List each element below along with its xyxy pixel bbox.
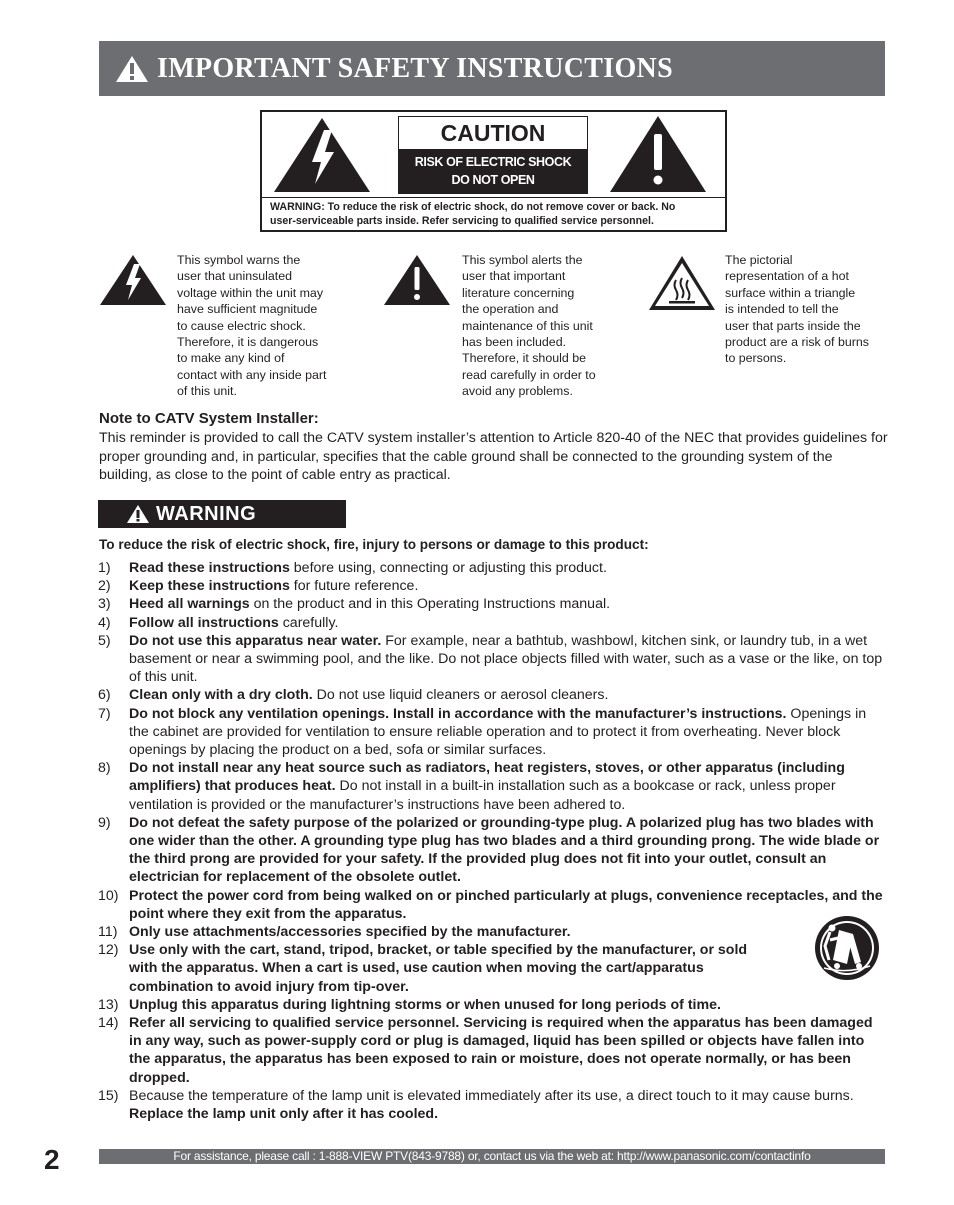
list-item: 3) Heed all warnings on the product and in this Operating Instructions manual. — [98, 596, 611, 613]
symbol-explanation-lightning — [99, 254, 359, 404]
caution-subtitle — [399, 149, 587, 193]
warning-banner — [98, 500, 346, 528]
page-number: 2 — [44, 1144, 60, 1175]
lightning-triangle-icon — [99, 254, 167, 306]
lightning-triangle-icon — [272, 116, 372, 194]
catv-note-body: This reminder is provided to call the CATV system installer’s attention to Article 820-40 of the NEC that provides guidelines for proper grounding and, in particular, specifies that the cable ground shall be connected to the grounding system of the building, as close to the point of cable entry as practical. — [99, 430, 888, 483]
warning-triangle-icon — [115, 55, 149, 83]
list-item: 5) Do not use this apparatus near water. For example, near a bathtub, washbowl, kitchen sink, or laundry tub, in a wet basement or near a swimming pool, and the like. Do not place objects filled with water, such as a vase or the like, on top of this unit. — [98, 632, 883, 686]
footer-contact: For assistance, please call : 1-888-VIEW PTV(843-9788) or, contact us via the web at: http://www.panasonic.com/contactinfo — [99, 1149, 885, 1164]
symbol-text-exclamation: This symbol alerts the user that important literature concerning the operation and maintenance of this unit has been included. Therefore, it should be read carefully in order to avoid any problems. — [462, 253, 596, 399]
list-item: 8) Do not install near any heat source such as radiators, heat registers, stoves, or other apparatus (including amplifiers) that produces heat. Do not install in a built-in installation such as a bookcase or rack, unless proper ventilation is provided or the manufacturer’s instructions have been adhered to. — [98, 760, 845, 813]
symbol-text-lightning: This symbol warns the user that uninsulated voltage within the unit may have sufficient magnitude to cause electric shock. Therefore, it is dangerous to make any kind of contact with any inside part of this unit. — [177, 253, 327, 399]
warning-intro: To reduce the risk of electric shock, fire, injury to persons or damage to this product: — [99, 537, 649, 552]
list-item: 12) Use only with the cart, stand, tripod, bracket, or table specified by the manufacturer, or sold with the apparatus. When a cart is used, use caution when moving the cart/apparatus combination to avoid injury from tip-over. — [98, 942, 748, 995]
safety-instructions-list — [98, 559, 888, 1123]
list-item: 6) Clean only with a dry cloth. Do not use liquid cleaners or aerosol cleaners. — [98, 687, 609, 704]
list-item: 10) Protect the power cord from being walked on or pinched particularly at plugs, convenience receptacles, and the point where they exit from the apparatus. — [98, 887, 883, 922]
exclamation-triangle-icon — [383, 254, 451, 306]
caution-title: CAUTION — [440, 119, 546, 146]
warning-triangle-icon — [126, 504, 150, 524]
symbol-text-hot-surface: The pictorial representation of a hot surface within a triangle is intended to tell the user that parts inside the product are a risk of burns to persons. — [725, 253, 869, 366]
title-banner — [99, 41, 885, 96]
cart-tip-over-warning-icon — [813, 914, 881, 982]
list-item: 13) Unplug this apparatus during lightning storms or when unused for long periods of time. — [98, 996, 721, 1013]
list-item: 2) Keep these instructions for future reference. — [98, 578, 419, 595]
symbol-explanation-hot-surface — [647, 254, 892, 404]
list-item: 1) Read these instructions before using, connecting or adjusting this product. — [98, 560, 607, 576]
caution-line-1: RISK OF ELECTRIC SHOCK — [414, 155, 572, 169]
symbol-explanation-exclamation — [383, 254, 623, 404]
hot-surface-triangle-icon — [647, 254, 717, 312]
list-item: 7) Do not block any ventilation openings. Install in accordance with the manufacturer’s instructions. Openings in the cabinet are provided for ventilation to ensure reliable operation and to protect it from overheating. Never block openings by placing the product on a bed, sofa or similar surfaces. — [98, 705, 867, 759]
catv-note-title: Note to CATV System Installer: — [99, 410, 319, 427]
list-item: 4) Follow all instructions carefully. — [98, 614, 339, 631]
caution-label — [398, 116, 588, 194]
warning-label: WARNING — [156, 502, 257, 525]
list-item: 14) Refer all servicing to qualified service personnel. Servicing is required when the apparatus has been damaged in any way, such as power-supply cord or plug is damaged, liquid has been spilled or objects have fallen into the apparatus, the apparatus has been exposed to rain or moisture, does not operate normally, or has been dropped. — [98, 1015, 873, 1086]
list-item: 9) Do not defeat the safety purpose of the polarized or grounding-type plug. A polarized plug has two blades with one wider than the other. A grounding type plug has two blades and a third grounding prong. The wide blade or the third prong are provided for your safety. If the provided plug does not fit into your outlet, consult an electrician for replacement of the obsolete outlet. — [98, 814, 880, 886]
caution-line-2: DO NOT OPEN — [451, 173, 535, 187]
list-item: 15) Because the temperature of the lamp unit is elevated immediately after its use, a direct touch to it may cause burns. Replace the lamp unit only after it has cooled. — [98, 1087, 854, 1123]
caution-warning-text: WARNING: To reduce the risk of electric shock, do not remove cover or back. No user-serviceable parts inside. Refer servicing to qualified service personnel. — [262, 197, 725, 228]
list-item: 11) Only use attachments/accessories specified by the manufacturer. — [98, 924, 571, 941]
exclamation-triangle-icon — [608, 114, 708, 194]
caution-box — [260, 110, 727, 232]
page-title: IMPORTANT SAFETY INSTRUCTIONS — [157, 52, 673, 84]
